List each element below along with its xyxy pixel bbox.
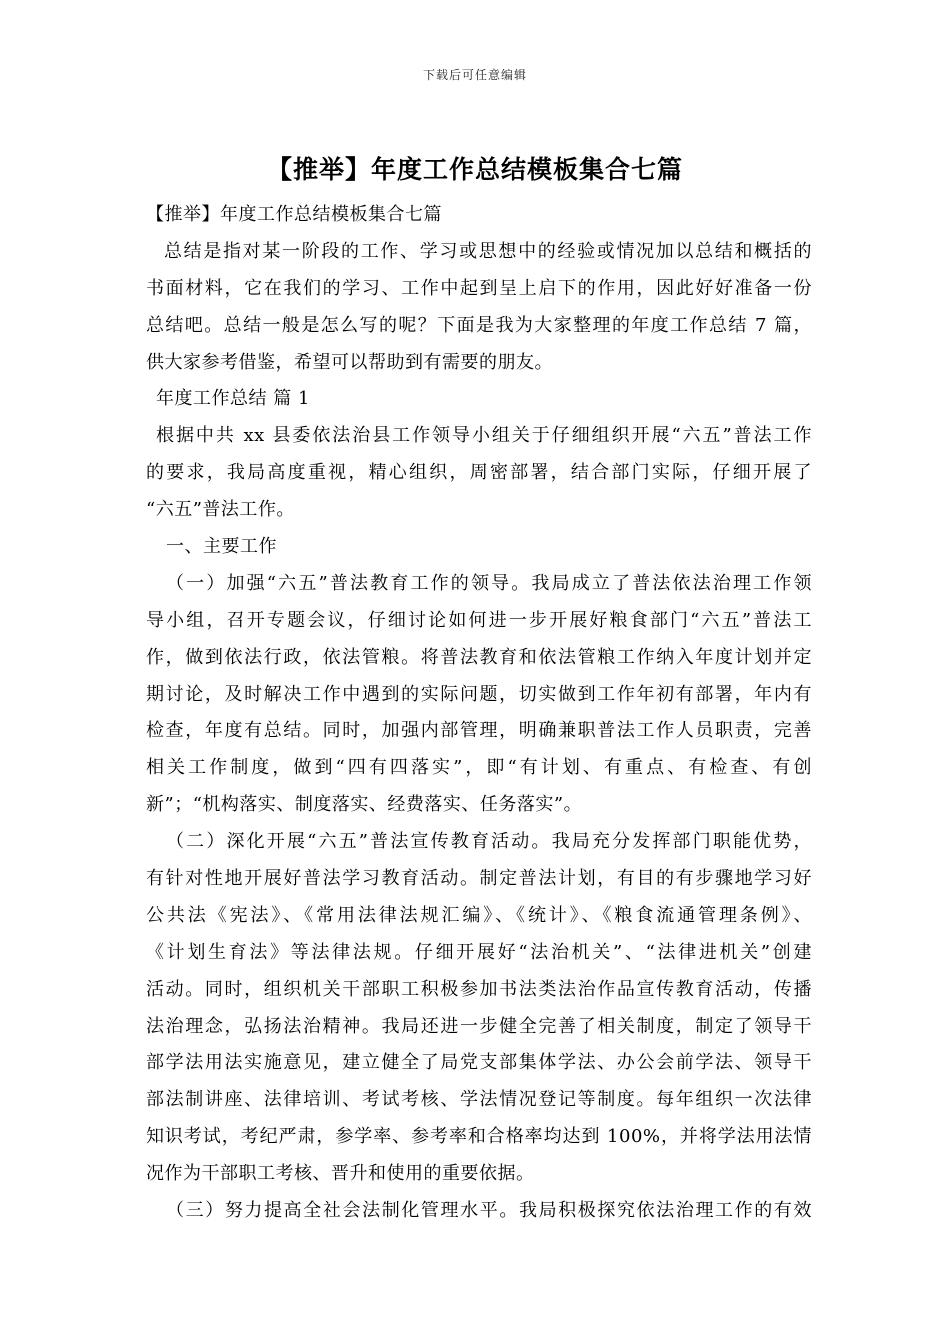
paragraph-line: 活动。同时，组织机关干部职工积极参加书法类法治作品宣传教育活动，传播	[146, 978, 812, 1000]
paragraph-line: 有针对性地开展好普法学习教育活动。制定普法计划，有目的有步骤地学习好	[146, 868, 812, 890]
paragraph-line: 导小组，召开专题会议，仔细讨论如何进一步开展好粮食部门“六五”普法工	[146, 609, 812, 631]
paragraph-line: 况作为干部职工考核、晋升和使用的重要依据。	[146, 1163, 535, 1185]
paragraph-line: 法治理念，弘扬法治精神。我局还进一步健全完善了相关制度，制定了领导干	[146, 1015, 812, 1037]
paragraph-line: 的要求，我局高度重视，精心组织，周密部署，结合部门实际，仔细开展了	[146, 462, 812, 484]
paragraph-line: 新”；“机构落实、制度落实、经费落实、任务落实”。	[146, 794, 583, 816]
paragraph-line: 期讨论，及时解决工作中遇到的实际问题，切实做到工作年初有部署，年内有	[146, 683, 812, 705]
section-heading: 年度工作总结 篇 1	[156, 388, 310, 410]
paragraph-line: （一）加强“六五”普法教育工作的领导。我局成立了普法依法治理工作领	[166, 572, 812, 594]
paragraph-line: （三）努力提高全社会法制化管理水平。我局积极探究依法治理工作的有效	[166, 1200, 812, 1222]
paragraph-line: 部学法用法实施意见，建立健全了局党支部集体学法、办公会前学法、领导干	[146, 1052, 812, 1074]
paragraph-line: 书面材料，它在我们的学习、工作中起到呈上启下的作用，因此好好准备一份	[146, 277, 812, 299]
subtitle-line: 【推举】年度工作总结模板集合七篇	[146, 204, 442, 225]
paragraph-line: 总结吧。总结一般是怎么写的呢？下面是我为大家整理的年度工作总结 7 篇，	[146, 314, 812, 336]
document-body	[146, 197, 812, 1230]
document-title: 【推举】年度工作总结模板集合七篇	[266, 155, 683, 184]
paragraph-line: 知识考试，考纪严肃，参学率、参考率和合格率均达到 100%，并将学法用法情	[146, 1126, 812, 1148]
page-header-note: 下载后可任意编辑	[422, 68, 527, 82]
paragraph-line: 相关工作制度，做到“四有四落实”，即“有计划、有重点、有检查、有创	[146, 757, 812, 779]
paragraph-line: 总结是指对某一阶段的工作、学习或思想中的经验或情况加以总结和概括的	[164, 240, 812, 262]
paragraph-line: 检查，年度有总结。同时，加强内部管理，明确兼职普法工作人员职责，完善	[146, 720, 812, 742]
paragraph-line: 部法制讲座、法律培训、考试考核、学法情况登记等制度。每年组织一次法律	[146, 1089, 812, 1111]
paragraph-line: 作，做到依法行政，依法管粮。将普法教育和依法管粮工作纳入年度计划并定	[146, 646, 812, 668]
paragraph-line: 公共法《宪法》、《常用法律法规汇编》、《统计》、《粮食流通管理条例》、	[146, 904, 812, 926]
paragraph-line: 根据中共 xx 县委依法治县工作领导小组关于仔细组织开展“六五”普法工作	[156, 425, 812, 447]
paragraph-line: “六五”普法工作。	[146, 499, 295, 521]
subsection-heading: 一、主要工作	[166, 536, 277, 558]
paragraph-line: 《计划生育法》等法律法规。仔细开展好“法治机关”、“法律进机关”创建	[146, 941, 812, 963]
paragraph-line: （二）深化开展“六五”普法宣传教育活动。我局充分发挥部门职能优势，	[166, 831, 812, 853]
paragraph-line: 供大家参考借鉴，希望可以帮助到有需要的朋友。	[146, 351, 553, 373]
